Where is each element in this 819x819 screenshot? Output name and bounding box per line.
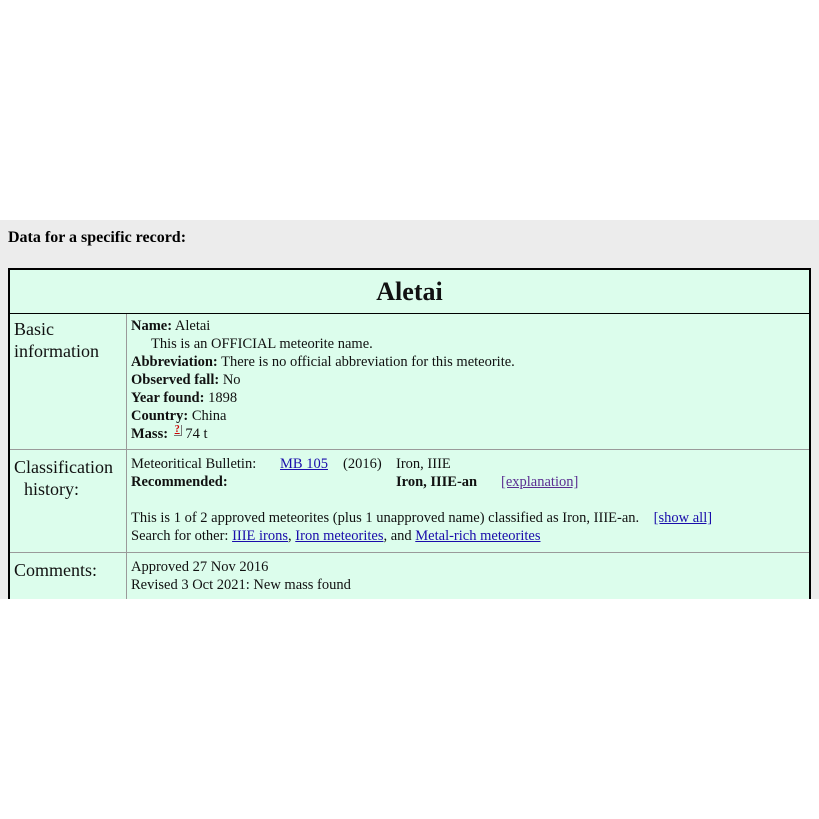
page-blank-area — [0, 599, 819, 819]
observed-fall-value: No — [222, 372, 241, 388]
classification-history-row — [10, 450, 809, 553]
name-value: Aletai — [174, 318, 211, 334]
year-found-label: Year found: — [131, 390, 205, 406]
metal-rich-meteorites-link[interactable]: Metal-rich meteorites — [415, 528, 541, 544]
search-and: , and — [383, 528, 412, 544]
basic-information-row — [10, 314, 809, 450]
classification-year: (2016) — [343, 456, 382, 472]
label-line: information — [14, 341, 99, 361]
mb-105-link[interactable]: MB 105 — [280, 456, 328, 472]
classification-class: Iron, IIIE — [396, 456, 451, 472]
basic-information-label — [10, 314, 127, 449]
page-heading: Data for a specific record: — [8, 229, 187, 246]
observed-fall-label: Observed fall: — [131, 372, 220, 388]
mass-label: Mass: — [131, 426, 169, 442]
record-table — [8, 268, 811, 608]
search-other-line — [131, 527, 805, 545]
label-line: Classification — [14, 457, 113, 477]
comment-revised: Revised 3 Oct 2021: New mass found — [131, 577, 351, 593]
abbreviation-label: Abbreviation: — [131, 354, 218, 370]
comments-row — [10, 553, 809, 600]
mass-value: 74 t — [185, 426, 208, 442]
explanation-link[interactable]: [explanation] — [501, 474, 579, 490]
recommended-class: Iron, IIIE-an — [396, 474, 478, 490]
observed-fall-line — [131, 371, 805, 389]
help-icon[interactable]: ? — [174, 424, 180, 435]
label-line: Basic — [14, 319, 54, 339]
comments-label: Comments: — [10, 553, 127, 599]
year-found-line — [131, 389, 805, 407]
recommended-entry — [131, 473, 805, 491]
classification-entry — [131, 455, 805, 473]
official-note: This is an OFFICIAL meteorite name. — [151, 336, 373, 352]
iiie-irons-link[interactable]: IIIE irons — [232, 528, 289, 544]
classification-source: Meteoritical Bulletin: — [131, 456, 257, 472]
name-label: Name: — [131, 318, 173, 334]
country-value: China — [191, 408, 227, 424]
classification-history-label — [10, 450, 127, 552]
classification-summary-line — [131, 509, 805, 527]
iron-meteorites-link[interactable]: Iron meteorites — [295, 528, 384, 544]
classification-summary: This is 1 of 2 approved meteorites (plus 1 unapproved name) classified as Iron, IIIE-an. — [131, 510, 640, 526]
name-line — [131, 317, 805, 335]
country-line — [131, 407, 805, 425]
basic-information-values — [127, 314, 809, 449]
search-prefix: Search for other: — [131, 528, 229, 544]
label-line: history: — [24, 479, 80, 499]
year-found-value: 1898 — [208, 390, 238, 406]
show-all-link[interactable]: [show all] — [653, 510, 713, 526]
country-label: Country: — [131, 408, 189, 424]
record-title: Aletai — [10, 270, 809, 314]
classification-history-values — [127, 450, 809, 552]
abbreviation-value: There is no official abbreviation for this meteorite. — [221, 354, 515, 370]
comments-values — [127, 553, 809, 599]
spacer — [131, 491, 805, 509]
search-separator: , — [288, 528, 292, 544]
mass-line — [131, 425, 805, 443]
recommended-label: Recommended: — [131, 474, 228, 490]
comment-approved: Approved 27 Nov 2016 — [131, 559, 269, 575]
abbreviation-line — [131, 353, 805, 371]
